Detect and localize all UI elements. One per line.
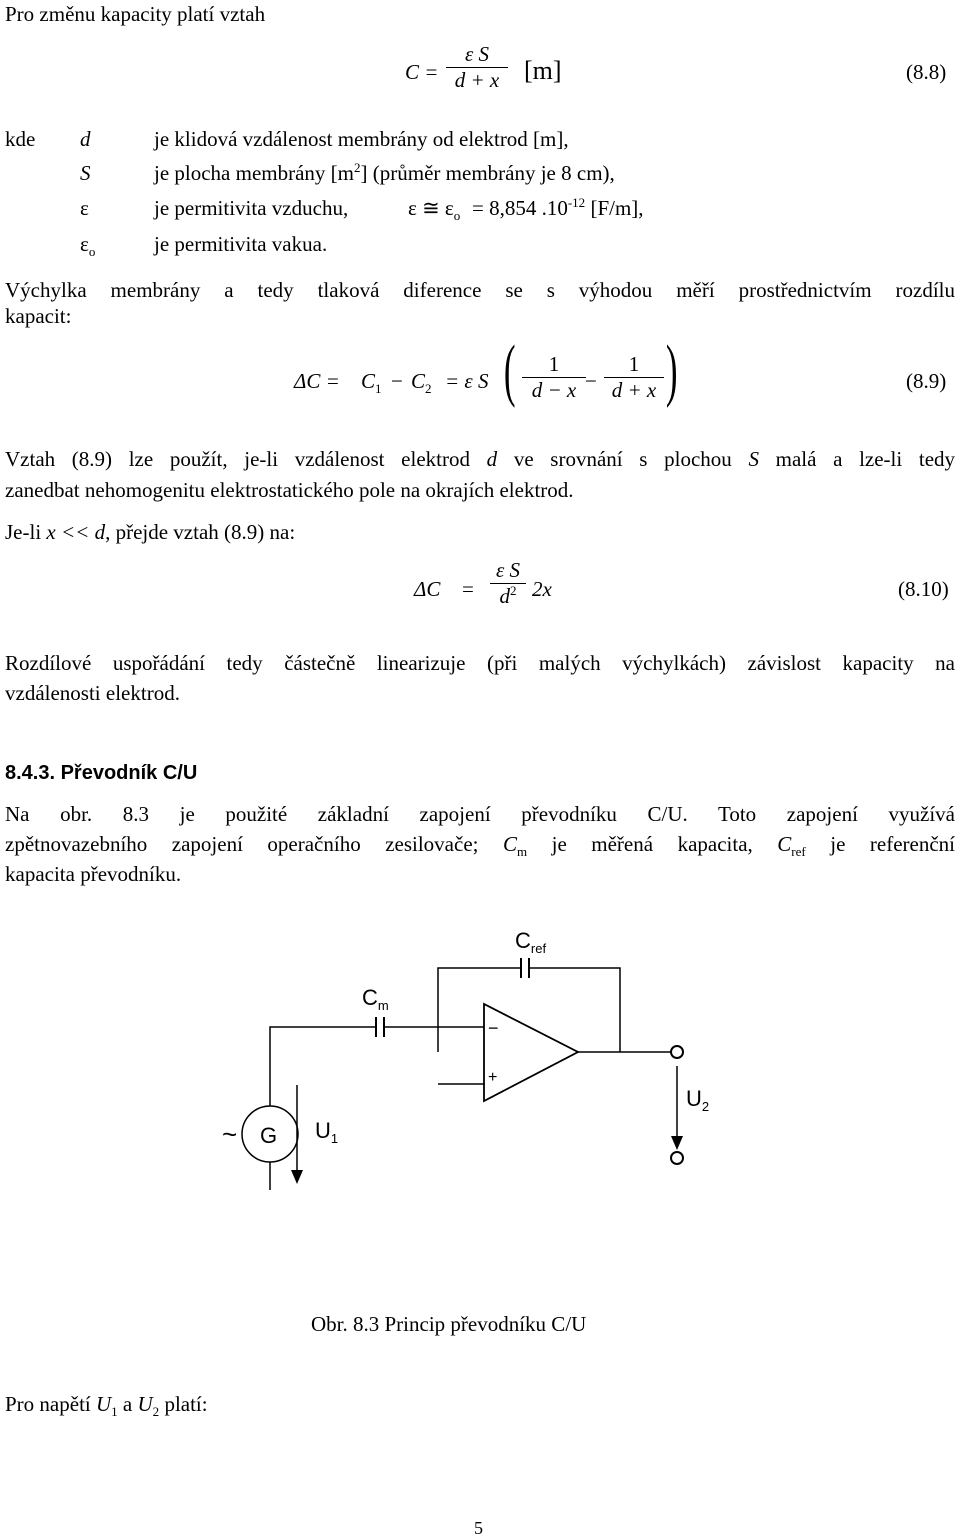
def-text-epsilon-o: je permitivita vakua. bbox=[154, 232, 328, 256]
para3: Je-li x << d, přejde vztah (8.9) na: bbox=[5, 520, 296, 544]
def-symbol-epsilon: ε bbox=[80, 196, 89, 220]
def-value: = 8,854 $.10^{-12}$ [F/m], bbox=[472, 195, 644, 220]
feedback-wire-right bbox=[529, 968, 620, 1052]
eq89-eps-s: = ε S bbox=[445, 369, 489, 393]
generator-label: G bbox=[260, 1123, 278, 1148]
para5-line3: kapacita převodníku. bbox=[5, 862, 182, 886]
para5-line1: Na obr. 8.3 je použité základní zapojení převodníku C/U. Toto zapojení využívá bbox=[5, 802, 955, 826]
eq89-frac-minus: − bbox=[585, 369, 597, 393]
def-symbol-s: S bbox=[80, 161, 91, 185]
eq88-denominator: d + x bbox=[454, 68, 500, 93]
para4-line1: Rozdílové uspořádání tedy částečně linearizuje (při malých výchylkách) závislost kapacity na bbox=[5, 651, 955, 675]
opamp-minus-label: − bbox=[488, 1018, 499, 1038]
para5-line2: zpětnovazebního zapojení operačního zesilovače; $C_m$ je měřená kapacita, $C_{ref}$ je referenční bbox=[5, 832, 956, 860]
output-terminal-bottom bbox=[671, 1152, 683, 1164]
u1-arrow-head bbox=[291, 1170, 303, 1184]
def-symbol-d: d bbox=[80, 127, 91, 151]
eq810-equals: = bbox=[462, 577, 474, 601]
output-terminal-top bbox=[671, 1046, 683, 1058]
eq89-lhs: ΔC = bbox=[294, 369, 340, 393]
definitions-prefix: kde bbox=[5, 127, 36, 151]
para4-line2: vzdálenosti elektrod. bbox=[5, 681, 180, 705]
u1-label: $U_1$ bbox=[315, 1118, 339, 1146]
u2-label: $U_2$ bbox=[686, 1086, 710, 1114]
def-approx: ε ≅ $\varepsilon_o$ bbox=[408, 196, 461, 224]
eq89-left-paren: ( bbox=[503, 332, 516, 409]
feedback-wire-left bbox=[438, 968, 521, 1052]
def-text-d: je klidová vzdálenost membrány od elektrod [m], bbox=[154, 127, 569, 151]
para1-line2: kapacit: bbox=[5, 304, 72, 328]
u2-arrow-head bbox=[671, 1136, 683, 1150]
eq89-fraction-2: 1 d + x bbox=[604, 352, 664, 403]
eq88-lhs: C = bbox=[405, 60, 439, 84]
eq88-unit: [m] bbox=[524, 56, 562, 85]
opamp-plus-label: + bbox=[488, 1069, 498, 1086]
cm-label: $C_m$ bbox=[362, 985, 389, 1013]
input-wire-left bbox=[270, 1027, 376, 1106]
eq89-tag: (8.9) bbox=[906, 369, 947, 393]
final-line: Pro napětí $U_1$ a $U_2$ platí: bbox=[5, 1392, 208, 1420]
eq810-fraction: ε S $d^2$ bbox=[490, 558, 526, 609]
eq810-tag: (8.10) bbox=[898, 577, 949, 601]
intro-text: Pro změnu kapacity platí vztah bbox=[5, 2, 266, 26]
eq89-c1: $C_1$ bbox=[361, 369, 382, 397]
def-text-epsilon: je permitivita vzduchu, bbox=[154, 196, 349, 220]
eq89-minus: − bbox=[391, 369, 403, 393]
eq810-lhs: ΔC bbox=[414, 577, 441, 601]
para2-line2: zanedbat nehomogenitu elektrostatického pole na okrajích elektrod. bbox=[5, 478, 574, 502]
figure-caption: Obr. 8.3 Princip převodníku C/U bbox=[311, 1312, 587, 1336]
eq810-rhs: 2x bbox=[532, 577, 552, 601]
page-number: 5 bbox=[474, 1518, 483, 1538]
para2-line1: Vztah (8.9) lze použít, je-li vzdálenost elektrod d ve srovnání s plochou S malá a lze-li tedy bbox=[5, 447, 956, 471]
para1-line1: Výchylka membrány a tedy tlaková diference se s výhodou měří prostřednictvím rozdílu bbox=[5, 278, 955, 302]
eq88-numerator: ε S bbox=[464, 42, 490, 66]
section-heading: 8.4.3. Převodník C/U bbox=[5, 762, 198, 784]
eq88-tag: (8.8) bbox=[906, 60, 947, 84]
def-symbol-epsilon-o: $\varepsilon_o$ bbox=[80, 232, 96, 260]
eq89-c2: $C_2$ bbox=[411, 369, 432, 397]
def-text-s: je plocha membrány $[m^2]$ (průměr membrány je 8 cm), bbox=[154, 160, 615, 185]
eq89-right-paren: ) bbox=[665, 332, 678, 409]
ac-source-symbol: ~ bbox=[222, 1119, 238, 1149]
circuit-diagram bbox=[0, 900, 960, 1220]
cref-label: $C_{ref}$ bbox=[515, 928, 547, 956]
eq88-fraction bbox=[446, 42, 508, 93]
eq89-fraction-1: 1 d − x bbox=[522, 352, 586, 403]
